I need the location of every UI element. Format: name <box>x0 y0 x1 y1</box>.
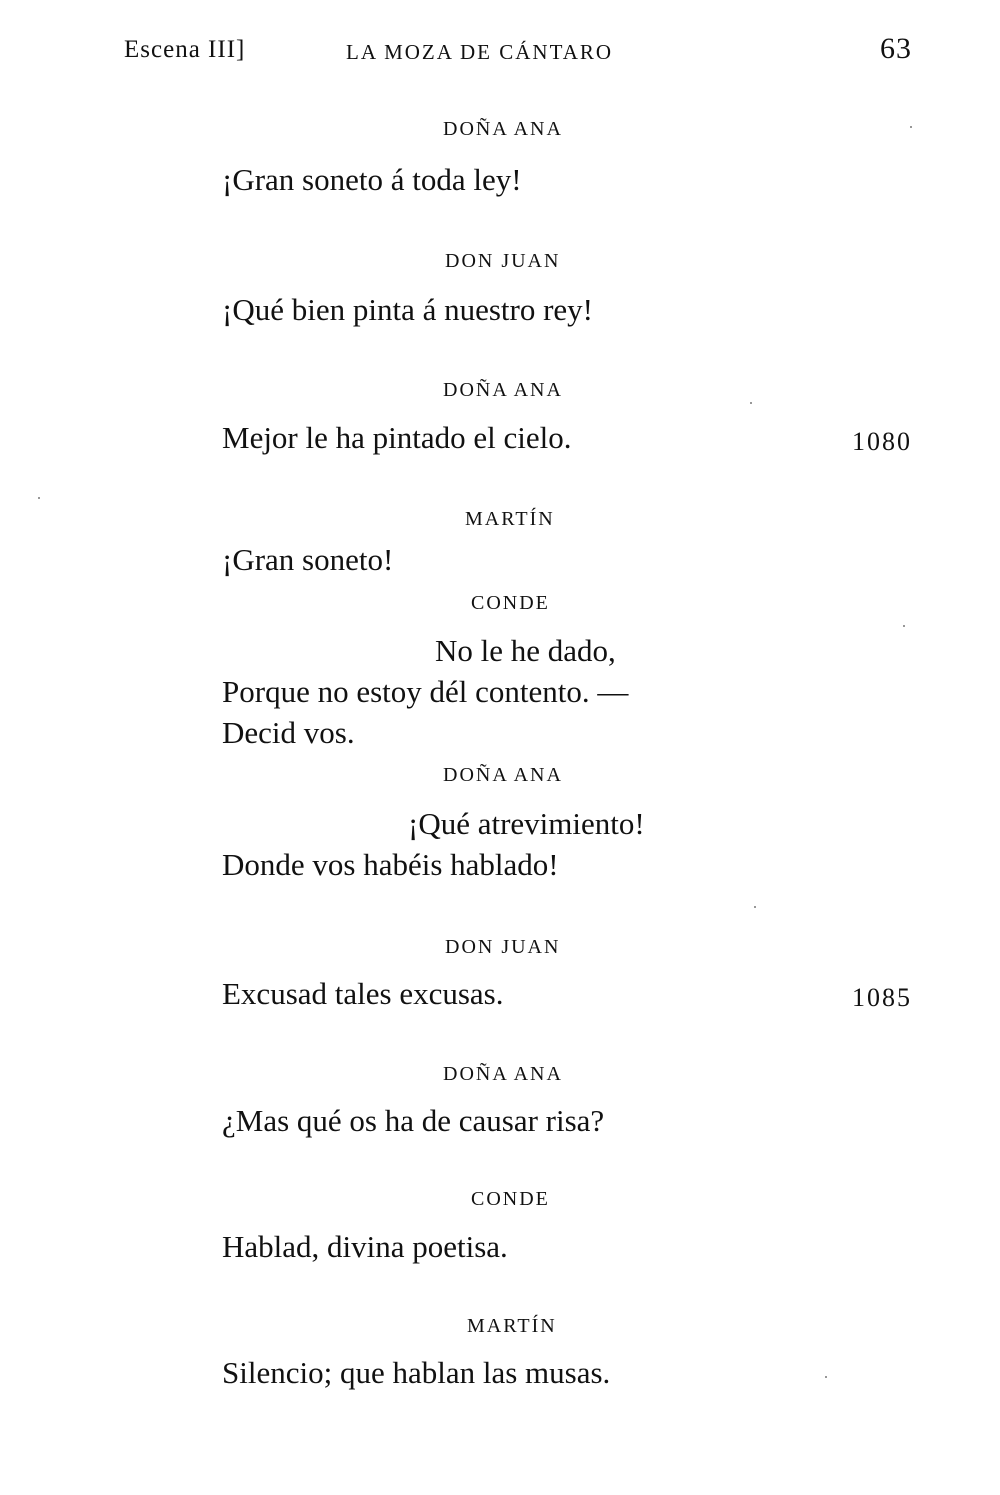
verse-line: Hablad, divina poetisa. <box>222 1229 508 1264</box>
verse-line: ¡Gran soneto! <box>222 542 394 577</box>
scan-speck <box>38 497 40 499</box>
speaker-name: DON JUAN <box>445 250 561 272</box>
verse-line: Excusad tales excusas. <box>222 976 504 1011</box>
speaker-name: DOÑA ANA <box>443 1063 563 1085</box>
scan-speck <box>754 906 756 908</box>
verse-line: ¿Mas qué os ha de causar risa? <box>222 1103 605 1138</box>
verse-line: Mejor le ha pintado el cielo. <box>222 420 572 455</box>
speaker-name: CONDE <box>471 1188 550 1210</box>
verse-line: ¡Qué bien pinta á nuestro rey! <box>222 292 594 327</box>
line-number: 1085 <box>852 983 912 1012</box>
verse-line: Donde vos habéis hablado! <box>222 847 559 882</box>
verse-line: ¡Gran soneto á toda ley! <box>222 162 522 197</box>
speaker-name: DOÑA ANA <box>443 764 563 786</box>
verse-line: Decid vos. <box>222 715 355 750</box>
speaker-name: DOÑA ANA <box>443 379 563 401</box>
running-header-scene: Escena III] <box>124 36 246 63</box>
scan-speck <box>825 1376 827 1378</box>
speaker-name: DOÑA ANA <box>443 118 563 140</box>
speaker-name: CONDE <box>471 592 550 614</box>
scan-speck <box>903 625 905 627</box>
speaker-name: DON JUAN <box>445 936 561 958</box>
scan-speck <box>750 402 752 404</box>
verse-line: Silencio; que hablan las musas. <box>222 1355 611 1390</box>
speaker-name: MARTÍN <box>467 1315 557 1337</box>
verse-line: No le he dado, <box>435 633 616 668</box>
verse-line: Porque no estoy dél contento. — <box>222 674 629 709</box>
verse-line: ¡Qué atrevimiento! <box>408 806 645 841</box>
line-number: 1080 <box>852 427 912 456</box>
speaker-name: MARTÍN <box>465 508 555 530</box>
page-number: 63 <box>880 32 912 65</box>
running-header-title: LA MOZA DE CÁNTARO <box>346 40 614 64</box>
scan-speck <box>910 126 912 128</box>
